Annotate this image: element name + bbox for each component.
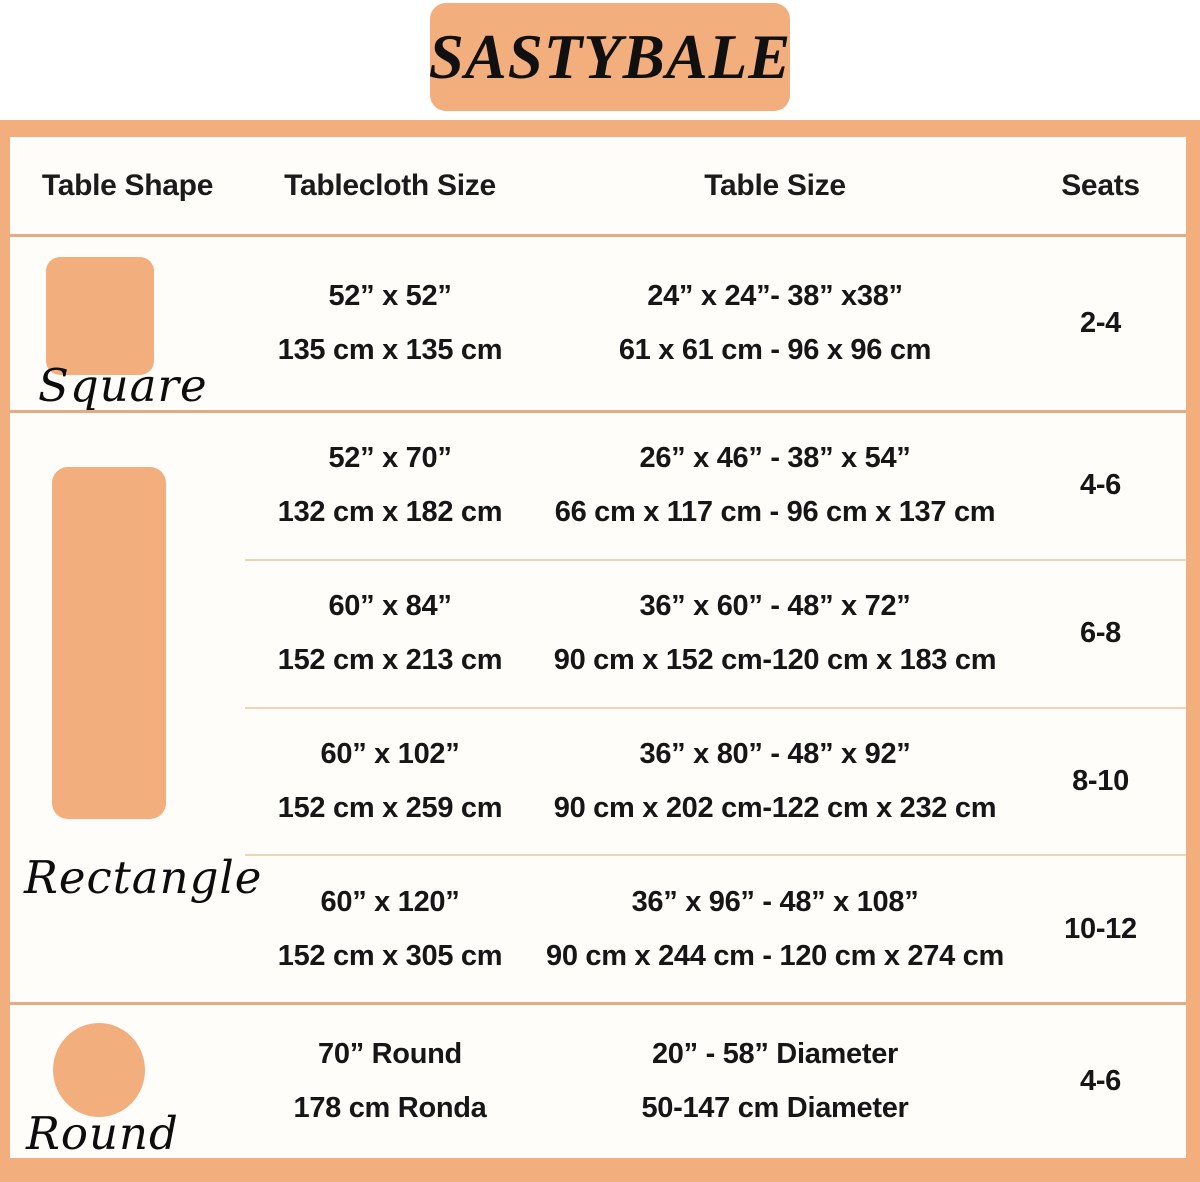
seats-cell — [1015, 856, 1186, 1002]
seats-value: 6-8 — [1079, 617, 1121, 650]
tablecloth-cm: 178 cm Ronda — [293, 1092, 487, 1124]
tablecloth-size-cell — [245, 856, 535, 1002]
table-inches: 24” x 24”- 38” x38” — [647, 280, 903, 312]
table-row — [245, 559, 1186, 707]
table-size-cell — [535, 1005, 1015, 1158]
rectangle-shape-icon — [52, 467, 166, 819]
square-shape-icon — [46, 257, 154, 375]
table-inches: 26” x 46” - 38” x 54” — [639, 442, 911, 475]
table-inches: 36” x 96” - 48” x 108” — [631, 885, 919, 918]
section-square — [10, 237, 1186, 410]
table-size-cell — [535, 413, 1015, 559]
tablecloth-size-cell — [245, 709, 535, 855]
table-cm: 61 x 61 cm - 96 x 96 cm — [618, 334, 932, 366]
table-inches: 20” - 58” Diameter — [651, 1038, 899, 1070]
table-row — [245, 413, 1186, 559]
tablecloth-inches: 70” Round — [318, 1038, 462, 1070]
tablecloth-cm: 152 cm x 305 cm — [277, 939, 503, 972]
tablecloth-inches: 52” x 52” — [328, 280, 452, 312]
tablecloth-inches: 52” x 70” — [328, 442, 452, 475]
table-size-cell — [535, 709, 1015, 855]
table-inches: 36” x 60” - 48” x 72” — [639, 590, 911, 623]
seats-cell — [1015, 1005, 1186, 1158]
tablecloth-cm: 152 cm x 213 cm — [277, 644, 503, 677]
table-size-cell — [535, 237, 1015, 410]
table-cm: 50-147 cm Diameter — [641, 1092, 909, 1124]
table-cm: 66 cm x 117 cm - 96 cm x 137 cm — [554, 496, 996, 529]
tablecloth-size-cell — [245, 413, 535, 559]
table-row — [245, 854, 1186, 1002]
seats-value: 2-4 — [1079, 307, 1121, 339]
seats-cell — [1015, 709, 1186, 855]
seats-value: 8-10 — [1072, 764, 1129, 797]
table-size-cell — [535, 856, 1015, 1002]
brand-banner — [430, 3, 790, 111]
square-rows — [245, 237, 1186, 410]
seats-value: 4-6 — [1079, 1065, 1121, 1097]
shape-label-square: Square — [38, 359, 208, 412]
header-table-size: Table Size — [704, 168, 846, 202]
shape-label-round: Round — [26, 1107, 179, 1160]
seats-cell — [1015, 237, 1186, 410]
table-header-row — [10, 137, 1186, 237]
shape-cell-square — [10, 237, 245, 410]
seats-value: 4-6 — [1079, 469, 1121, 502]
table-cm: 90 cm x 244 cm - 120 cm x 274 cm — [546, 939, 1004, 972]
shape-label-rectangle: Rectangle — [24, 851, 263, 904]
table-cm: 90 cm x 202 cm-122 cm x 232 cm — [553, 791, 997, 824]
header-tablecloth-size: Tablecloth Size — [284, 168, 496, 202]
table-inches: 36” x 80” - 48” x 92” — [639, 737, 911, 770]
seats-value: 10-12 — [1064, 912, 1137, 945]
tablecloth-inches: 60” x 84” — [328, 590, 452, 623]
table-row — [245, 1005, 1186, 1158]
seats-cell — [1015, 561, 1186, 707]
section-rectangle — [10, 410, 1186, 1002]
shape-cell-round — [10, 1005, 245, 1158]
size-table-frame — [0, 120, 1200, 1182]
seats-cell — [1015, 413, 1186, 559]
table-cm: 90 cm x 152 cm-120 cm x 183 cm — [553, 644, 997, 677]
table-row — [245, 707, 1186, 855]
tablecloth-cm: 152 cm x 259 cm — [277, 791, 503, 824]
shape-cell-rectangle — [10, 413, 263, 1002]
round-shape-icon — [53, 1023, 145, 1117]
tablecloth-inches: 60” x 102” — [320, 737, 460, 770]
header-table-shape: Table Shape — [41, 168, 214, 202]
section-round — [10, 1002, 1186, 1158]
table-row — [245, 237, 1186, 410]
size-table — [10, 137, 1186, 1158]
table-size-cell — [535, 561, 1015, 707]
brand-name: SASTYBALE — [428, 21, 792, 92]
tablecloth-inches: 60” x 120” — [320, 885, 460, 918]
tablecloth-size-cell — [245, 561, 535, 707]
round-rows — [245, 1005, 1186, 1158]
tablecloth-size-cell — [245, 1005, 535, 1158]
tablecloth-size-cell — [245, 237, 535, 410]
tablecloth-cm: 135 cm x 135 cm — [277, 334, 503, 366]
tablecloth-cm: 132 cm x 182 cm — [277, 496, 503, 529]
header-seats: Seats — [1061, 168, 1140, 202]
rectangle-rows — [245, 413, 1186, 1002]
